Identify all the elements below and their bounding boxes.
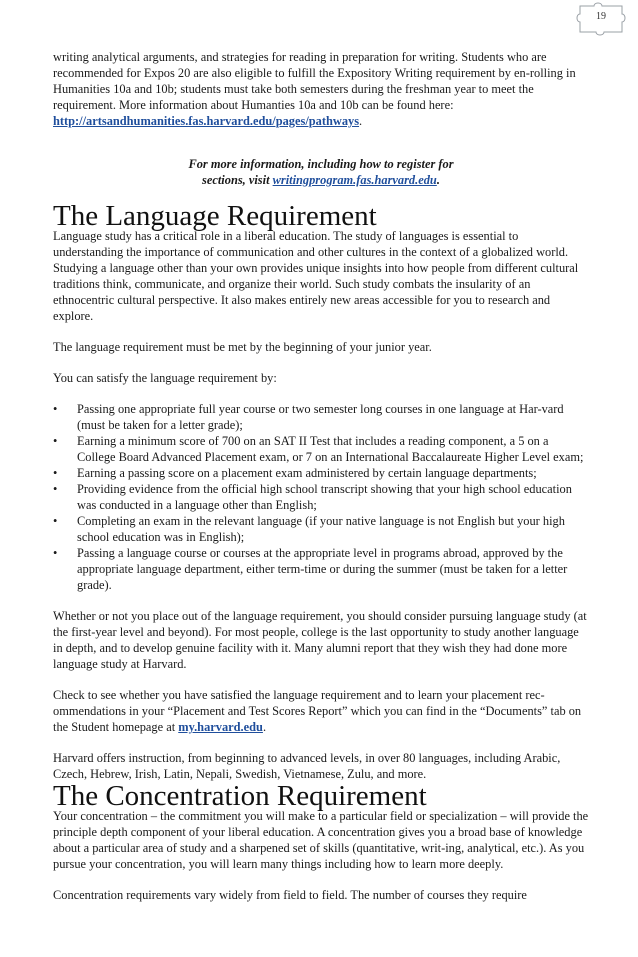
info-note-end: . <box>436 173 440 187</box>
list-item <box>53 401 589 433</box>
language-deadline-paragraph: The language requirement must be met by the beginning of your junior year. <box>53 340 432 354</box>
info-note-line2 <box>53 172 589 188</box>
list-item-text: Passing one appropriate full year course or two semester long courses in one language at Har-vard (must be taken for a letter grade); <box>77 402 564 432</box>
bullet: • <box>53 402 58 416</box>
placement-check-paragraph <box>53 687 589 735</box>
list-item <box>53 465 589 481</box>
bullet: • <box>53 546 58 560</box>
main-content <box>53 49 589 903</box>
language-encouragement-paragraph: Whether or not you place out of the language requirement, you should consider pursuing language study (at the first-year level and beyond). For most people, college is the last opportunity to study another language in depth, and to develop genuine facility with it. Many alumni report that they wish they had done more language study at Harvard. <box>53 609 587 671</box>
intro-paragraph <box>53 49 589 129</box>
list-item-text: Earning a passing score on a placement exam administered by certain language departments; <box>77 466 537 480</box>
info-note <box>53 156 589 188</box>
list-item <box>53 481 589 513</box>
writing-program-link[interactable]: writingprogram.fas.harvard.edu <box>272 173 437 187</box>
concentration-requirements-paragraph: Concentration requirements vary widely from field to field. The number of courses they require <box>53 888 527 902</box>
concentration-heading: The Concentration Requirement <box>53 780 427 812</box>
language-intro-paragraph: Language study has a critical role in a liberal education. The study of languages is essential to understanding the importance of communication and other cultures in the context of a globalized world. Studying a language other than your own provides unique insights into how people from different cultural traditions think, communicate, and organize their world. Such study combats the insularity of an ethnocentric cultural perspective. It also makes entirely new areas accessible for you to research and explore. <box>53 229 579 323</box>
language-options-intro: You can satisfy the language requirement by: <box>53 371 277 385</box>
list-item-text: Providing evidence from the official high school transcript showing that your high school education was conducted in a language other than English; <box>77 482 572 512</box>
placement-check-end: . <box>262 720 267 734</box>
list-item <box>53 513 589 545</box>
concentration-intro-paragraph: Your concentration – the commitment you will make to a particular field or specialization – will provide the principle depth component of your liberal education. A concentration gives you a broad base of knowledge about a particular area of study and a sharpened set of skills (quantitative, writ-ing, analytical, etc.). As you pursue your concentration, you will learn many things including how to learn more deeply. <box>53 809 589 871</box>
intro-end: . <box>359 114 363 128</box>
placement-check-text: Check to see whether you have satisfied the language requirement and to learn your placement rec-ommendations in your “Placement and Test Scores Report” which you can find in the “Documents” tab on the Student homepage at <box>53 688 582 734</box>
languages-offered-paragraph: Harvard offers instruction, from beginning to advanced levels, in over 80 languages, including Arabic, Czech, Hebrew, Irish, Latin, Nepali, Swedish, Vietnamese, Zulu, and more. <box>53 751 561 781</box>
language-heading: The Language Requirement <box>53 200 377 232</box>
language-options-list <box>53 401 589 593</box>
pathways-link[interactable]: http://artsandhumanities.fas.harvard.edu/pages/pathways <box>53 114 360 128</box>
my-harvard-link[interactable]: my.harvard.edu <box>178 720 263 734</box>
list-item-text: Completing an exam in the relevant language (if your native language is not English but your high school education was in English); <box>77 514 565 544</box>
bullet: • <box>53 434 58 448</box>
bullet: • <box>53 482 58 496</box>
list-item <box>53 545 589 593</box>
intro-text: writing analytical arguments, and strategies for reading in preparation for writing. Students who are recommended for Expos 20 are also eligible to fulfill the Expository Writing requirement by en-rolling in Humanities 10a and 10b; students must take both semesters during the freshman year to meet the requirement. More information about Humanties 10a and 10b can be found here: <box>53 50 576 112</box>
info-note-line1: For more information, including how to register for <box>188 157 454 171</box>
page-number: 19 <box>596 11 606 22</box>
page-number-badge <box>574 2 628 36</box>
info-note-prefix: sections, visit <box>202 173 273 187</box>
list-item-text: Passing a language course or courses at the appropriate level in programs abroad, approved by the appropriate language department, either term-time or during the summer (must be taken for a letter grade). <box>77 546 568 592</box>
bullet: • <box>53 466 58 480</box>
list-item-text: Earning a minimum score of 700 on an SAT II Test that includes a reading component, a 5 on a College Board Advanced Placement exam, or 7 on an International Baccalaureate Higher Level exam; <box>77 434 584 464</box>
list-item <box>53 433 589 465</box>
bullet: • <box>53 514 58 528</box>
